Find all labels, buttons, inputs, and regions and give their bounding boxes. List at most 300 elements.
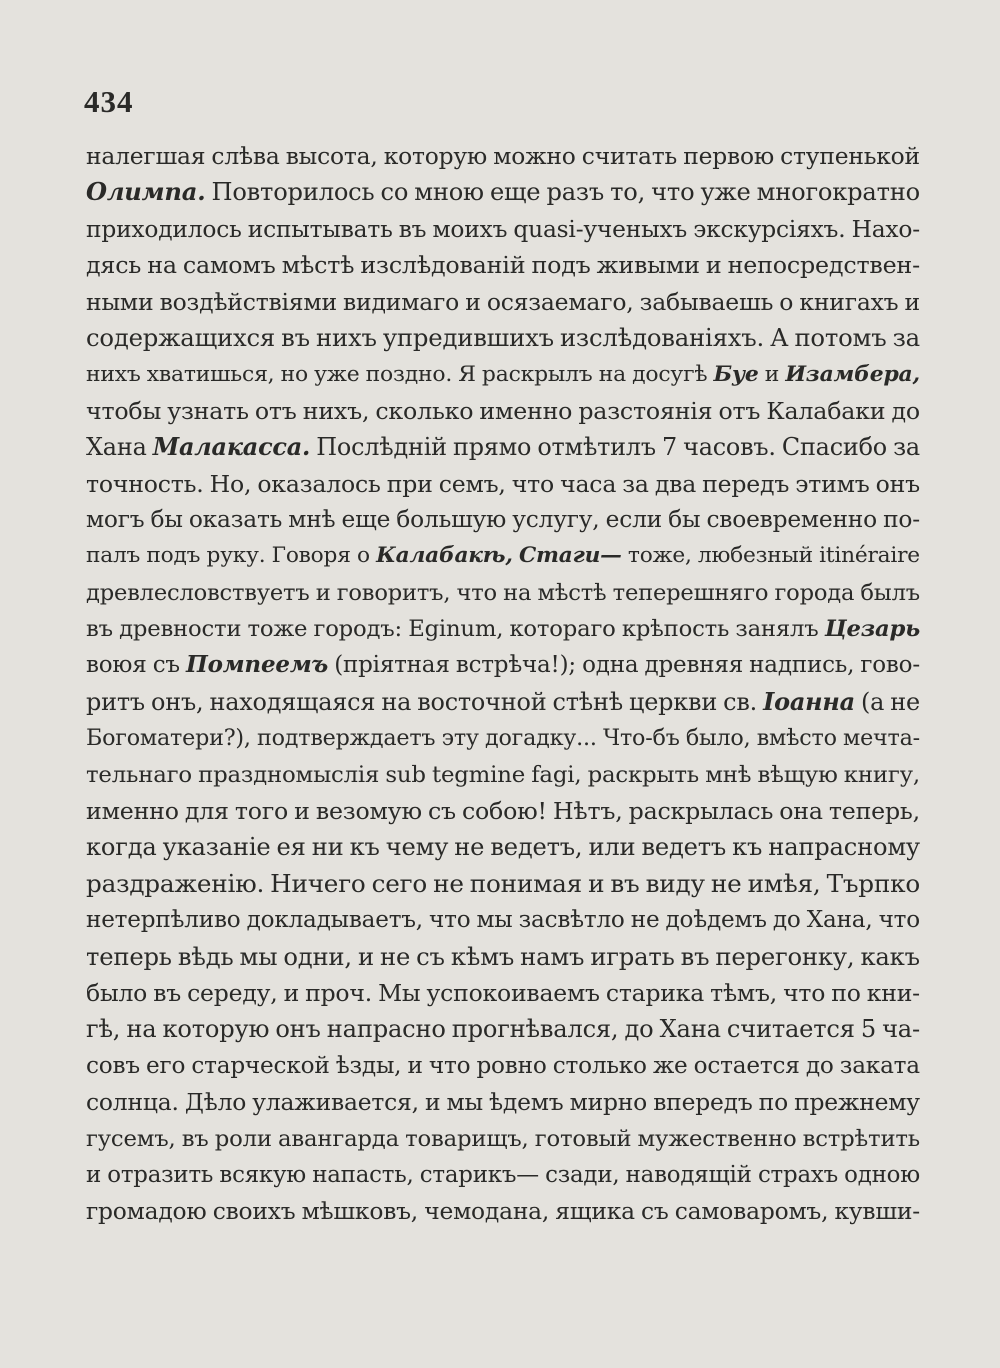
word: Я: [458, 362, 476, 388]
word: передъ: [702, 469, 790, 498]
word: А: [770, 322, 789, 352]
word: изслѣдованіяхъ.: [559, 322, 765, 352]
word: городъ:: [313, 616, 402, 643]
word: ными: [86, 287, 154, 316]
word: со: [380, 178, 409, 207]
word: тоже: [247, 616, 308, 643]
word: Богоматери?),: [86, 725, 251, 752]
word: содержащихся: [86, 322, 275, 352]
word: авангарда: [278, 1125, 399, 1152]
word: теперешняго: [612, 579, 769, 606]
word: котораго: [509, 616, 616, 643]
word: докладываетъ,: [246, 907, 423, 934]
word: узнать: [167, 396, 249, 425]
word: она: [779, 797, 823, 826]
word: что: [511, 469, 554, 498]
word: еще: [341, 505, 391, 533]
word: о: [779, 287, 794, 316]
word: онъ,: [151, 687, 204, 716]
text-line: [86, 138, 920, 174]
word: теперь,: [828, 797, 920, 826]
body-text: [86, 138, 920, 1230]
word: на: [381, 687, 412, 716]
word: чемодана,: [424, 1197, 550, 1226]
word: налегшая: [86, 142, 206, 170]
word: прежнему: [794, 1088, 920, 1117]
text-line: [86, 575, 920, 611]
word: на: [598, 362, 626, 388]
italic-word: Олимпа.: [86, 177, 206, 207]
word: и: [764, 362, 780, 388]
word: остается: [693, 1051, 800, 1079]
italic-word: Помпеемъ: [186, 651, 329, 679]
word: доѣдемъ: [665, 907, 767, 934]
word: раскрылъ: [481, 362, 593, 388]
word: встрѣтить: [802, 1125, 920, 1152]
word: приходилось: [86, 214, 242, 243]
word: гѣ,: [86, 1015, 121, 1044]
word: на: [503, 579, 532, 606]
word: мѣстѣ: [281, 251, 355, 280]
word: говоритъ,: [336, 579, 451, 606]
word: именно: [479, 396, 573, 425]
word: праздномыслія: [198, 761, 380, 788]
word: sub: [385, 761, 426, 788]
word: вмѣсто: [756, 725, 837, 752]
word: воздѣйствіями: [159, 287, 337, 316]
word: Повторилось: [211, 178, 375, 207]
word: проч.: [305, 978, 372, 1007]
word: высота,: [285, 142, 378, 170]
word: всякую: [219, 1161, 306, 1188]
word: или: [588, 833, 636, 862]
word: оказать: [188, 505, 283, 533]
word: онъ: [275, 1015, 321, 1044]
word: вѣдь: [177, 941, 234, 971]
text-line: [86, 393, 920, 429]
word: мы: [239, 941, 278, 971]
italic-word: Изамбера,: [785, 361, 920, 388]
word: забываешь: [639, 287, 774, 316]
word: не: [710, 868, 742, 898]
word: восточной: [417, 687, 547, 716]
word: многократно: [756, 178, 920, 207]
word: гово-: [860, 652, 920, 679]
word: разстоянія: [578, 396, 713, 425]
word: нетерпѣливо: [86, 907, 241, 934]
word: былъ: [860, 579, 920, 606]
word: кувши-: [834, 1197, 920, 1226]
word: гусемъ,: [86, 1125, 176, 1152]
word: нихъ: [86, 362, 141, 388]
word: еще: [489, 178, 541, 207]
word: Мы: [378, 978, 421, 1007]
word: первою: [683, 142, 774, 170]
word: мужественно: [637, 1125, 797, 1152]
word: itinéraire: [819, 543, 920, 569]
word: до: [891, 396, 920, 425]
word: съ: [152, 652, 180, 679]
word: разъ: [546, 178, 605, 207]
word: перегонку,: [715, 941, 855, 971]
word: точность.: [86, 469, 204, 498]
word: встрѣча!);: [455, 652, 576, 679]
word: догадку...: [485, 725, 597, 752]
word: ея: [276, 833, 306, 862]
word: непосредствен-: [727, 251, 920, 280]
word: которую: [383, 142, 488, 170]
word: самомъ: [182, 251, 276, 280]
word: Говоря: [271, 543, 351, 569]
word: (пріятная: [334, 652, 450, 679]
word: одни,: [283, 941, 352, 971]
word: воюя: [86, 652, 147, 679]
word: Ничего: [270, 868, 366, 898]
italic-word: Калабакѣ,: [376, 543, 513, 569]
word: и: [86, 1161, 102, 1188]
text-line: [86, 684, 920, 720]
word: и: [424, 1088, 441, 1117]
word: Что-бъ: [602, 725, 680, 752]
word: съ: [427, 797, 456, 826]
word: Нахо-: [851, 214, 920, 243]
text-line: [86, 174, 920, 210]
word: въ: [181, 1125, 209, 1152]
word: древлесловствуетъ: [86, 579, 310, 606]
word: палъ: [86, 543, 141, 569]
word: раскрылась: [628, 797, 774, 826]
word: надпись,: [749, 652, 855, 679]
word: ритъ: [86, 687, 145, 716]
word: было: [86, 978, 148, 1007]
word: видимаго: [343, 287, 460, 316]
word: крѣпость: [621, 616, 730, 643]
word: намъ: [520, 941, 585, 971]
word: ни: [311, 833, 344, 862]
word: не: [890, 687, 920, 716]
text-line: [86, 829, 920, 865]
word: оказалось: [257, 469, 381, 498]
word: напрасно: [326, 1015, 446, 1044]
word: ѣзды,: [335, 1051, 402, 1079]
word: за: [622, 469, 649, 498]
word: Хана: [86, 433, 147, 462]
text-line: [86, 647, 920, 683]
word: сего: [371, 868, 428, 898]
word: и: [465, 287, 481, 316]
word: что: [878, 907, 920, 934]
word: Хана,: [806, 907, 873, 934]
word: по: [831, 978, 861, 1007]
word: находящаяся: [209, 687, 376, 716]
word: улаживается,: [252, 1088, 419, 1117]
word: готовый: [534, 1125, 632, 1152]
word: солнца.: [86, 1088, 179, 1117]
word: напрасному: [768, 833, 920, 862]
word: Спасибо: [781, 433, 887, 462]
word: къ: [349, 833, 380, 862]
word: сзади,: [545, 1161, 620, 1188]
word: заката: [839, 1051, 920, 1079]
word: на: [147, 251, 177, 280]
word: хватишься,: [146, 362, 275, 388]
word: раскрыть: [587, 761, 700, 788]
word: Но,: [209, 469, 252, 498]
word: мною: [414, 178, 484, 207]
word: ступенькой: [780, 142, 920, 170]
word: съ: [416, 941, 445, 971]
word: слѣва: [211, 142, 280, 170]
word: если: [605, 505, 663, 533]
word: fagi,: [531, 761, 582, 788]
word: считать: [581, 142, 678, 170]
word: дясь: [86, 251, 142, 280]
word: эту: [441, 725, 479, 752]
word: своевременно: [706, 505, 877, 533]
text-line: [86, 793, 920, 829]
word: напасть,: [312, 1161, 414, 1188]
italic-word: Малакасса.: [152, 433, 311, 462]
word: громадою: [86, 1197, 207, 1226]
word: что: [429, 907, 471, 934]
word: осязаемаго,: [486, 287, 634, 316]
word: что: [783, 978, 826, 1007]
word: самоваромъ,: [674, 1197, 829, 1226]
italic-word: Іоанна: [763, 687, 855, 716]
word: указаніе: [162, 833, 271, 862]
word: города: [774, 579, 855, 606]
word: за: [892, 322, 920, 352]
word: уже: [700, 178, 751, 207]
word: и: [315, 579, 331, 606]
text-line: [86, 757, 920, 793]
word: моихъ: [432, 214, 508, 243]
word: услугу,: [512, 505, 600, 533]
word: успокоиваемъ: [426, 978, 600, 1007]
word: мѣстѣ: [537, 579, 607, 606]
word: старческой: [191, 1051, 330, 1079]
word: и: [283, 978, 300, 1007]
word: везомую: [315, 797, 422, 826]
text-line: [86, 466, 920, 502]
word: стѣнѣ: [552, 687, 623, 716]
word: что: [456, 579, 497, 606]
word: отъ: [718, 396, 761, 425]
word: уже: [314, 362, 360, 388]
word: два: [654, 469, 697, 498]
word: когда: [86, 833, 157, 862]
word: до: [772, 907, 801, 934]
word: quasi-ученыхъ: [513, 214, 688, 243]
word: любезный: [697, 543, 813, 569]
italic-word: Цезарь: [824, 616, 920, 643]
word: именно: [86, 797, 179, 826]
word: роли: [214, 1125, 272, 1152]
word: не: [433, 868, 464, 898]
word: было,: [685, 725, 751, 752]
word: при: [386, 469, 433, 498]
word: Дѣло: [184, 1088, 247, 1117]
text-line: [86, 247, 920, 283]
word: же: [652, 1051, 688, 1079]
word: tegmine: [432, 761, 525, 788]
word: о: [356, 543, 370, 569]
word: ровно: [476, 1051, 547, 1079]
text-line: [86, 866, 920, 902]
word: старикъ—: [419, 1161, 539, 1188]
word: и: [588, 868, 605, 898]
word: что: [651, 178, 695, 207]
word: въ: [610, 868, 640, 898]
word: играть: [590, 941, 675, 971]
word: чему: [385, 833, 449, 862]
text-line: [86, 1011, 920, 1047]
word: мы: [476, 907, 513, 934]
word: что: [428, 1051, 471, 1079]
text-line: [86, 1048, 920, 1084]
word: въ: [281, 322, 310, 352]
word: тельнаго: [86, 761, 192, 788]
word: и: [904, 287, 920, 316]
word: мѣшковъ,: [301, 1197, 419, 1226]
word: на: [126, 1015, 157, 1044]
text-line: [86, 1084, 920, 1120]
word: теперь: [86, 941, 172, 971]
text-line: [86, 1121, 920, 1157]
text-line: [86, 902, 920, 938]
text-line: [86, 429, 920, 465]
word: не: [630, 907, 660, 934]
page-number: 434: [84, 84, 134, 119]
word: и: [294, 797, 310, 826]
word: и: [705, 251, 722, 280]
word: виду: [645, 868, 705, 898]
word: церкви: [629, 687, 718, 716]
word: до: [624, 1015, 654, 1044]
word: середу,: [187, 978, 278, 1007]
word: Eginum,: [408, 616, 504, 643]
word: св.: [723, 687, 758, 716]
word: Търпко: [826, 868, 920, 898]
word: мечта-: [843, 725, 920, 752]
word: отъ: [254, 396, 297, 425]
word: Хана: [659, 1015, 721, 1044]
word: бы: [668, 505, 701, 533]
word: отразить: [107, 1161, 214, 1188]
word: изслѣдованій: [360, 251, 526, 280]
word: чтобы: [86, 396, 162, 425]
text-line: [86, 720, 920, 756]
word: для: [184, 797, 229, 826]
word: впередъ: [653, 1088, 753, 1117]
word: но: [280, 362, 308, 388]
word: ѣдемъ: [489, 1088, 564, 1117]
word: имѣя,: [747, 868, 821, 898]
word: вѣщую: [757, 761, 838, 788]
word: ведетъ: [641, 833, 727, 862]
word: одна: [582, 652, 639, 679]
word: потомъ: [794, 322, 887, 352]
word: отмѣтилъ: [537, 433, 656, 462]
word: не: [454, 833, 485, 862]
word: подъ: [531, 251, 591, 280]
text-line: [86, 538, 920, 574]
word: одною: [844, 1161, 920, 1188]
text-line: [86, 284, 920, 320]
word: можно: [493, 142, 576, 170]
word: часа: [560, 469, 617, 498]
word: мирно: [569, 1088, 648, 1117]
word: по: [758, 1088, 788, 1117]
word: засвѣтло: [518, 907, 625, 934]
word: ча-: [882, 1015, 920, 1044]
word: занялъ: [735, 616, 819, 643]
text-line: [86, 611, 920, 647]
word: по-: [883, 505, 920, 533]
word: собою!: [461, 797, 547, 826]
word: руку.: [206, 543, 266, 569]
word: его: [146, 1051, 186, 1079]
word: которую: [162, 1015, 270, 1044]
word: прямо: [452, 433, 532, 462]
word: книгахъ: [799, 287, 899, 316]
word: Нѣтъ,: [552, 797, 623, 826]
word: нихъ: [315, 322, 377, 352]
word: въ: [86, 616, 113, 643]
word: мнѣ: [288, 505, 336, 533]
text-line: [86, 975, 920, 1011]
text-line: [86, 211, 920, 247]
word: (а: [861, 687, 885, 716]
word: нихъ,: [302, 396, 370, 425]
word: мнѣ: [705, 761, 752, 788]
word: испытывать: [247, 214, 393, 243]
word: старика: [605, 978, 705, 1007]
text-line: [86, 939, 920, 975]
word: столько: [552, 1051, 647, 1079]
word: 7: [661, 433, 677, 462]
word: книгу,: [843, 761, 920, 788]
word: прогнѣвался,: [451, 1015, 619, 1044]
word: ведетъ,: [490, 833, 583, 862]
word: ящика: [555, 1197, 635, 1226]
word: страхъ: [757, 1161, 838, 1188]
word: кни-: [866, 978, 920, 1007]
word: товарищъ,: [405, 1125, 529, 1152]
word: часовъ.: [683, 433, 776, 462]
word: считается: [726, 1015, 855, 1044]
word: подъ: [146, 543, 201, 569]
italic-word: Буе: [713, 361, 759, 388]
word: экскурсіяхъ.: [693, 214, 846, 243]
word: поздно.: [365, 362, 453, 388]
word: до: [805, 1051, 834, 1079]
text-line: [86, 1157, 920, 1193]
text-line: [86, 320, 920, 356]
word: 5: [860, 1015, 876, 1044]
word: раздраженію.: [86, 868, 265, 898]
word: сколько: [375, 396, 474, 425]
word: кѣмъ: [450, 941, 515, 971]
word: древняя: [644, 652, 744, 679]
word: упредившихъ: [382, 322, 554, 352]
word: понимая: [469, 868, 582, 898]
word: этимъ: [795, 469, 870, 498]
word: мы: [446, 1088, 483, 1117]
word: къ: [732, 833, 763, 862]
word: бы: [150, 505, 183, 533]
word: тѣмъ,: [710, 978, 778, 1007]
